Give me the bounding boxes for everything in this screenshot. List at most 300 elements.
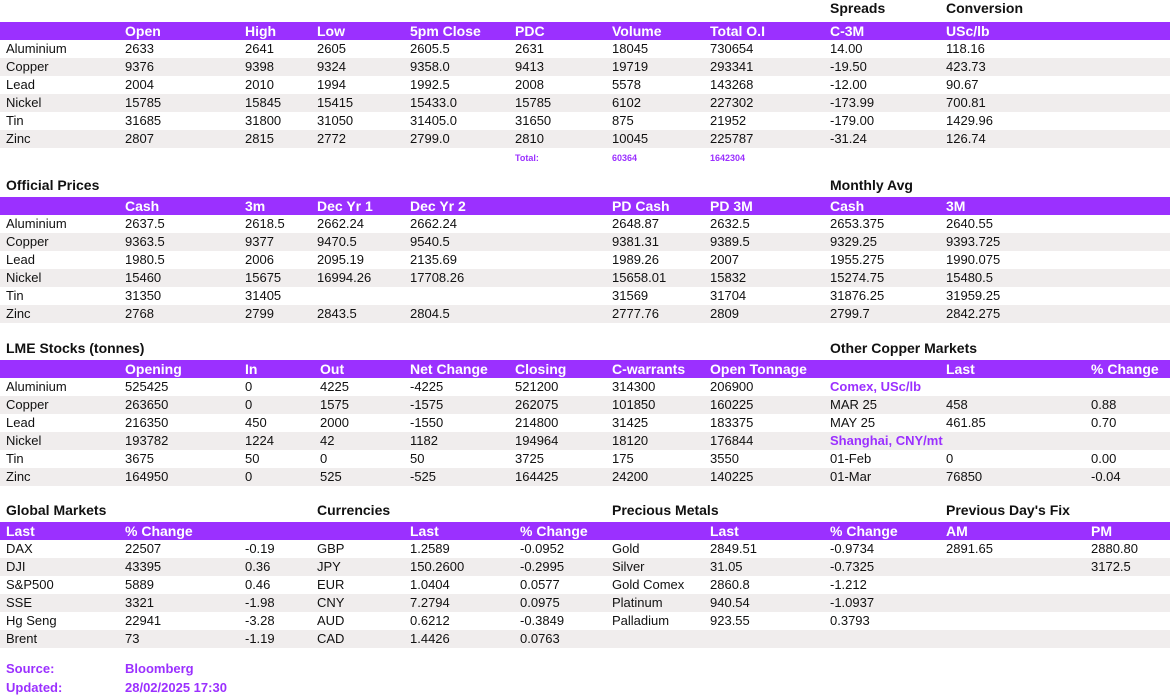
col-header: % Change (1091, 361, 1159, 377)
other-market-last: 0 (946, 451, 954, 466)
cell: 525425 (125, 379, 169, 394)
summary-row (0, 112, 1170, 130)
cell: 9381.31 (612, 234, 659, 249)
col-header: PD 3M (710, 198, 753, 214)
cell: 31650 (515, 113, 552, 128)
cell: 31050 (317, 113, 354, 128)
metal-change: -1.0937 (830, 595, 875, 610)
monthly-avg-title: Monthly Avg (830, 177, 913, 193)
markets-row (0, 558, 1170, 576)
metal-name: Lead (6, 77, 35, 92)
other-market-last: 76850 (946, 469, 983, 484)
col-header: Out (320, 361, 345, 377)
cell: 19719 (612, 59, 649, 74)
currency-code: CAD (317, 631, 345, 646)
cell: 31876.25 (830, 288, 885, 303)
updated-label: Updated: (6, 680, 63, 695)
col-header: Dec Yr 1 (317, 198, 373, 214)
other-market-last: 461.85 (946, 415, 986, 430)
market-name: DJI (6, 559, 26, 574)
cell: 15845 (245, 95, 282, 110)
metal-name: Copper (6, 397, 49, 412)
cell: 2135.69 (410, 252, 457, 267)
cell: 2605 (317, 41, 346, 56)
stocks-row (0, 396, 1170, 414)
cell: 2640.55 (946, 216, 993, 231)
cell: 1575 (320, 397, 349, 412)
col-header: Last (946, 361, 975, 377)
cell: 0 (245, 469, 253, 484)
cell: 15480.5 (946, 270, 993, 285)
cell: 31405.0 (410, 113, 457, 128)
cell: 31685 (125, 113, 162, 128)
cell: 2007 (710, 252, 739, 267)
cell: 15274.75 (830, 270, 885, 285)
cell: -1550 (410, 415, 444, 430)
stocks-row (0, 378, 1170, 396)
cell: 2633 (125, 41, 154, 56)
currency-last: 7.2794 (410, 595, 450, 610)
metal-change: 0.3793 (830, 613, 870, 628)
cell: 2810 (515, 131, 544, 146)
currency-change: 0.0577 (520, 577, 560, 592)
cell: 31425 (612, 415, 649, 430)
cell: 9398 (245, 59, 274, 74)
fix-pm: 2880.80 (1091, 541, 1138, 556)
markets-row (0, 540, 1170, 558)
metal-name: Zinc (6, 469, 31, 484)
cell: 293341 (710, 59, 754, 74)
cell: 15658.01 (612, 270, 667, 285)
cell: 31350 (125, 288, 162, 303)
cell: 194964 (515, 433, 559, 448)
cell: 140225 (710, 469, 754, 484)
lme-stocks-title: LME Stocks (tonnes) (6, 340, 145, 356)
stocks-row (0, 468, 1170, 486)
cell: 31704 (710, 288, 747, 303)
cell: 225787 (710, 131, 754, 146)
col-header: C-warrants (612, 361, 686, 377)
global-markets-title: Global Markets (6, 502, 107, 518)
market-name: DAX (6, 541, 33, 556)
cell: 2804.5 (410, 306, 450, 321)
cell: 6102 (612, 95, 641, 110)
cell: 118.16 (946, 41, 985, 56)
col-header: % Change (125, 523, 193, 539)
official-row (0, 287, 1170, 305)
cell: 15832 (710, 270, 747, 285)
official-prices-title: Official Prices (6, 177, 100, 193)
summary-header-row (0, 22, 1170, 40)
cell: -525 (410, 469, 437, 484)
cell: 2000 (320, 415, 349, 430)
cell: 2809 (710, 306, 739, 321)
metal-name: Aluminium (6, 216, 67, 231)
cell: 164950 (125, 469, 169, 484)
summary-row (0, 130, 1170, 148)
cell: -1575 (410, 397, 444, 412)
market-name: S&P500 (6, 577, 54, 592)
metal-name: Tin (6, 451, 24, 466)
other-market-change: 0.00 (1091, 451, 1117, 466)
metal-last: 923.55 (710, 613, 750, 628)
official-row (0, 251, 1170, 269)
cell: 175 (612, 451, 634, 466)
market-last: 3321 (125, 595, 154, 610)
cell: 2662.24 (317, 216, 364, 231)
other-market-label: 01-Feb (830, 451, 872, 466)
stocks-row (0, 432, 1170, 450)
market-name: Hg Seng (6, 613, 57, 628)
cell: 423.73 (946, 59, 986, 74)
metal-name: Aluminium (6, 379, 67, 394)
cell: 1992.5 (410, 77, 450, 92)
cell: 176844 (710, 433, 754, 448)
stocks-row (0, 414, 1170, 432)
metal-change: -0.9734 (830, 541, 875, 556)
summary-row (0, 40, 1170, 58)
spreads-title: Spreads (830, 0, 886, 16)
metal-name: Tin (6, 113, 24, 128)
cell: 50 (245, 451, 260, 466)
other-market-label: MAY 25 (830, 415, 876, 430)
currency-change: -0.3849 (520, 613, 565, 628)
cell: 2799.7 (830, 306, 870, 321)
cell: 2815 (245, 131, 274, 146)
updated-value: 28/02/2025 17:30 (125, 680, 227, 695)
cell: 50 (410, 451, 425, 466)
cell: 700.81 (946, 95, 986, 110)
cell: 9329.25 (830, 234, 877, 249)
market-change: -0.19 (245, 541, 275, 556)
cell: 0 (245, 379, 253, 394)
cell: 1989.26 (612, 252, 659, 267)
cell: 2095.19 (317, 252, 364, 267)
col-header: Last (6, 523, 35, 539)
cell: 4225 (320, 379, 349, 394)
cell: 3675 (125, 451, 154, 466)
col-header: 5pm Close (410, 23, 481, 39)
other-market-change: 0.70 (1091, 415, 1117, 430)
cell: 2632.5 (710, 216, 750, 231)
cell: 1990.075 (946, 252, 1001, 267)
col-header: Dec Yr 2 (410, 198, 466, 214)
currencies-title: Currencies (317, 502, 391, 518)
metal-name: Platinum (612, 595, 663, 610)
cell: 2010 (245, 77, 274, 92)
metal-change: -0.7325 (830, 559, 875, 574)
cell: 160225 (710, 397, 754, 412)
cell: 2653.375 (830, 216, 885, 231)
cell: 15785 (125, 95, 162, 110)
cell: 126.74 (946, 131, 986, 146)
cell: 21952 (710, 113, 747, 128)
currency-last: 0.6212 (410, 613, 450, 628)
cell: 216350 (125, 415, 169, 430)
col-header: USc/lb (946, 23, 990, 39)
cell: 3725 (515, 451, 544, 466)
cell: 1955.275 (830, 252, 885, 267)
cell: 2605.5 (410, 41, 450, 56)
cell: 2618.5 (245, 216, 285, 231)
metal-last: 31.05 (710, 559, 743, 574)
cell: 16994.26 (317, 270, 372, 285)
currency-change: -0.2995 (520, 559, 565, 574)
cell: 193782 (125, 433, 169, 448)
source-label: Source: (6, 661, 55, 676)
col-header: PM (1091, 523, 1112, 539)
total-oi: 1642304 (710, 153, 746, 163)
precious-metals-title: Precious Metals (612, 502, 719, 518)
market-change: -1.98 (245, 595, 275, 610)
cell: 9389.5 (710, 234, 750, 249)
markets-header-row (0, 522, 1170, 540)
currency-last: 150.2600 (410, 559, 465, 574)
cell: 262075 (515, 397, 559, 412)
cell: 42 (320, 433, 335, 448)
metal-last: 2860.8 (710, 577, 750, 592)
cell: 450 (245, 415, 267, 430)
cell: 1182 (410, 433, 438, 448)
cell: 0 (245, 397, 253, 412)
cell: 2842.275 (946, 306, 1001, 321)
cell: 2807 (125, 131, 154, 146)
metal-last: 940.54 (710, 595, 750, 610)
cell: 1224 (245, 433, 274, 448)
cell: 2843.5 (317, 306, 357, 321)
stocks-row (0, 450, 1170, 468)
col-header: 3m (245, 198, 266, 214)
cell: 2799.0 (410, 131, 450, 146)
market-last: 43395 (125, 559, 162, 574)
cell: 314300 (612, 379, 656, 394)
official-row (0, 305, 1170, 323)
summary-row (0, 58, 1170, 76)
col-header: Closing (515, 361, 567, 377)
cell: 2004 (125, 77, 154, 92)
cell: 31959.25 (946, 288, 1001, 303)
cell: 10045 (612, 131, 649, 146)
metal-name: Lead (6, 252, 35, 267)
currency-change: 0.0975 (520, 595, 560, 610)
summary-row (0, 94, 1170, 112)
col-header: In (245, 361, 258, 377)
col-header: % Change (830, 523, 898, 539)
col-header: Last (410, 523, 439, 539)
col-header: Last (710, 523, 739, 539)
currency-code: JPY (317, 559, 341, 574)
cell: 17708.26 (410, 270, 465, 285)
cell: 2777.76 (612, 306, 659, 321)
metal-name: Palladium (612, 613, 670, 628)
cell: 9363.5 (125, 234, 165, 249)
previous-fix-title: Previous Day's Fix (946, 502, 1070, 518)
total-volume: 60364 (612, 153, 638, 163)
metal-name: Gold Comex (612, 577, 685, 592)
cell: 143268 (710, 77, 754, 92)
market-change: 0.36 (245, 559, 271, 574)
conversion-title: Conversion (946, 0, 1024, 16)
markets-row (0, 594, 1170, 612)
cell: -173.99 (830, 95, 875, 110)
cell: -179.00 (830, 113, 875, 128)
markets-row (0, 630, 1170, 648)
cell: -12.00 (830, 77, 867, 92)
market-change: -1.19 (245, 631, 275, 646)
cell: 18045 (612, 41, 649, 56)
cell: 9393.725 (946, 234, 1001, 249)
currency-code: GBP (317, 541, 345, 556)
col-header: PD Cash (612, 198, 670, 214)
cell: -31.24 (830, 131, 867, 146)
cell: 2631 (515, 41, 544, 56)
metal-name: Copper (6, 59, 49, 74)
cell: 9324 (317, 59, 346, 74)
source-value: Bloomberg (125, 661, 194, 676)
cell: 15675 (245, 270, 282, 285)
metal-name: Tin (6, 288, 24, 303)
cell: 2768 (125, 306, 154, 321)
cell: -4225 (410, 379, 444, 394)
cell: 2006 (245, 252, 274, 267)
col-header: PDC (515, 23, 545, 39)
metal-name: Nickel (6, 95, 42, 110)
cell: 9413 (515, 59, 544, 74)
cell: 9377 (245, 234, 274, 249)
cell: 101850 (612, 397, 656, 412)
cell: 521200 (515, 379, 559, 394)
cell: 15460 (125, 270, 162, 285)
cell: 1429.96 (946, 113, 993, 128)
cell: 206900 (710, 379, 754, 394)
cell: -19.50 (830, 59, 867, 74)
currency-code: AUD (317, 613, 345, 628)
cell: 9376 (125, 59, 154, 74)
other-market-label: 01-Mar (830, 469, 872, 484)
fix-am: 2891.65 (946, 541, 993, 556)
cell: 14.00 (830, 41, 863, 56)
cell: 31800 (245, 113, 282, 128)
currency-last: 1.4426 (410, 631, 450, 646)
metal-name: Nickel (6, 433, 42, 448)
col-header: Total O.I (710, 23, 765, 39)
cell: 263650 (125, 397, 169, 412)
cell: 5578 (612, 77, 641, 92)
cell: 2799 (245, 306, 274, 321)
col-header: Opening (125, 361, 182, 377)
cell: 15415 (317, 95, 354, 110)
cell: 0 (320, 451, 328, 466)
currency-change: 0.0763 (520, 631, 560, 646)
cell: 24200 (612, 469, 649, 484)
col-header: High (245, 23, 277, 39)
cell: 31405 (245, 288, 282, 303)
currency-last: 1.2589 (410, 541, 450, 556)
metal-name: Gold (612, 541, 640, 556)
cell: 9540.5 (410, 234, 450, 249)
cell: 730654 (710, 41, 754, 56)
col-header: Cash (830, 198, 865, 214)
market-change: 0.46 (245, 577, 271, 592)
stocks-header-row (0, 360, 1170, 378)
currency-code: EUR (317, 577, 345, 592)
cell: 2641 (245, 41, 274, 56)
cell: 227302 (710, 95, 754, 110)
metal-name: Aluminium (6, 41, 67, 56)
official-row (0, 233, 1170, 251)
metal-name: Copper (6, 234, 49, 249)
metal-change: -1.212 (830, 577, 867, 592)
currency-change: -0.0952 (520, 541, 565, 556)
official-row (0, 269, 1170, 287)
metal-last: 2849.51 (710, 541, 757, 556)
currency-code: CNY (317, 595, 345, 610)
cell: 31569 (612, 288, 649, 303)
cell: 525 (320, 469, 342, 484)
cell: 2008 (515, 77, 544, 92)
cell: 875 (612, 113, 634, 128)
official-header-row (0, 197, 1170, 215)
col-header: Cash (125, 198, 160, 214)
currency-last: 1.0404 (410, 577, 450, 592)
market-name: SSE (6, 595, 33, 610)
total-label: Total: (515, 153, 539, 163)
col-header: Volume (612, 23, 662, 39)
cell: 214800 (515, 415, 559, 430)
col-header: 3M (946, 198, 966, 214)
market-last: 5889 (125, 577, 154, 592)
cell: 164425 (515, 469, 559, 484)
cell: 183375 (710, 415, 754, 430)
cell: 2648.87 (612, 216, 659, 231)
cell: 1980.5 (125, 252, 165, 267)
col-header: Low (317, 23, 345, 39)
fix-pm: 3172.5 (1091, 559, 1131, 574)
other-market-change: 0.88 (1091, 397, 1117, 412)
cell: 2637.5 (125, 216, 165, 231)
col-header: Open Tonnage (710, 361, 807, 377)
cell: 2662.24 (410, 216, 457, 231)
cell: 15785 (515, 95, 552, 110)
official-row (0, 215, 1170, 233)
col-header: % Change (520, 523, 588, 539)
cell: 90.67 (946, 77, 979, 92)
cell: 1994 (317, 77, 346, 92)
cell: 2772 (317, 131, 346, 146)
market-name: Brent (6, 631, 38, 646)
other-market-change: -0.04 (1091, 469, 1121, 484)
col-header: Open (125, 23, 161, 39)
cell: 9470.5 (317, 234, 357, 249)
other-market-label: Shanghai, CNY/mt (830, 433, 943, 448)
cell: 9358.0 (410, 59, 450, 74)
other-copper-title: Other Copper Markets (830, 340, 978, 356)
markets-row (0, 612, 1170, 630)
metal-name: Nickel (6, 270, 42, 285)
other-market-last: 458 (946, 397, 968, 412)
metal-name: Lead (6, 415, 35, 430)
metal-name: Zinc (6, 306, 31, 321)
metal-name: Zinc (6, 131, 31, 146)
cell: 18120 (612, 433, 649, 448)
market-last: 22507 (125, 541, 162, 556)
market-last: 73 (125, 631, 140, 646)
col-header: AM (946, 523, 968, 539)
col-header: C-3M (830, 23, 865, 39)
other-market-label: MAR 25 (830, 397, 877, 412)
other-market-label: Comex, USc/lb (830, 379, 922, 394)
col-header: Net Change (410, 361, 488, 377)
